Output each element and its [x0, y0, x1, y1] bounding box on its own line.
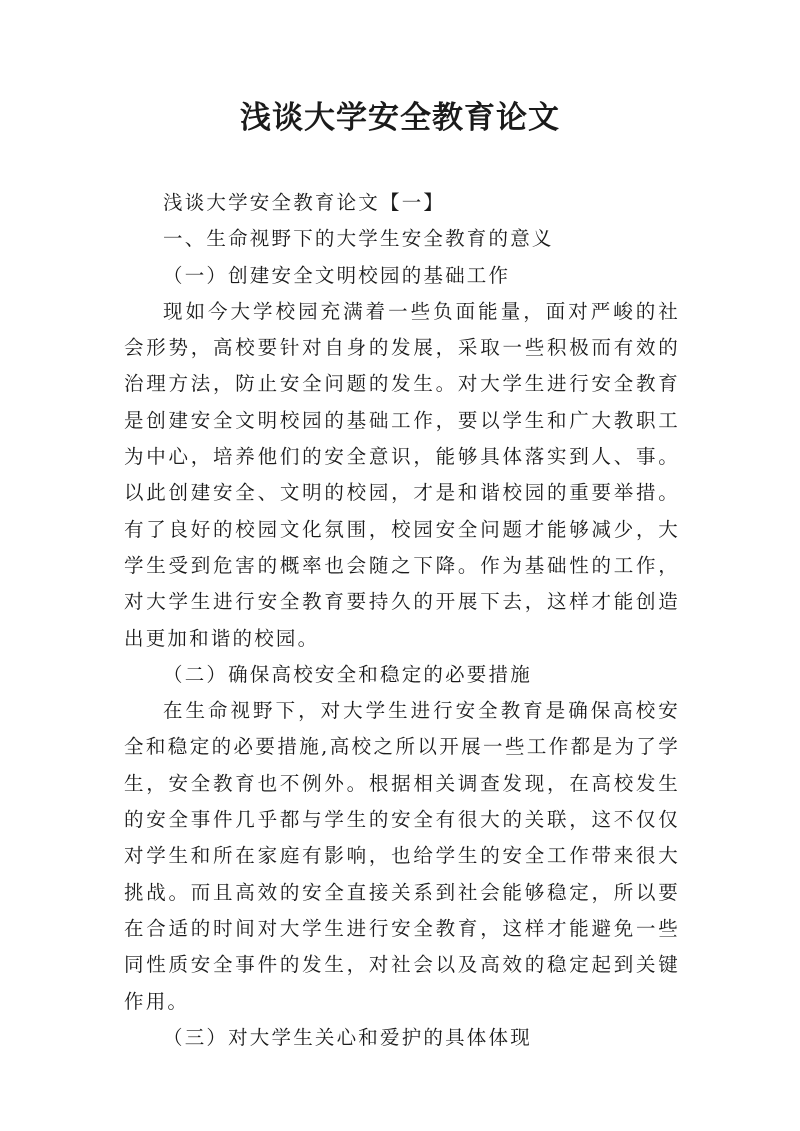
document-title: 浅谈大学安全教育论文 — [240, 100, 560, 136]
section-heading-1: 一、生命视野下的大学生安全教育的意义 — [163, 227, 554, 251]
subsection-heading-2: （二）确保高校安全和稳定的必要措施 — [163, 662, 532, 686]
paper-subtitle: 浅谈大学安全教育论文【一】 — [163, 191, 446, 214]
subsection-heading-3: （三）对大学生关心和爱护的具体体现 — [163, 1025, 532, 1049]
body-paragraph-2: 在生命视野下，对大学生进行安全教育是确保高校安全和稳定的必要措施,高校之所以开展一些工作都是为了学生，安全教育也不例外。根据相关调查发现，在高校发生的安全事件几乎都与学生的安全有很大的关联，这不仅仅对学生和所在家庭有影响，也给学生的安全工作带来很大挑战。而且高效的安全直接关系到社会能够稳定，所以要在合适的时间对大学生进行安全教育，这样才能避免一些同性质安全事件的发生，对社会以及高效的稳定起到关键作用。 — [124, 699, 680, 1013]
document-body — [124, 185, 680, 1056]
body-paragraph-1: 现如今大学校园充满着一些负面能量，面对严峻的社会形势，高校要针对自身的发展，采取一些积极而有效的治理方法，防止安全问题的发生。对大学生进行安全教育是创建安全文明校园的基础工作，要以学生和广大教职工为中心，培养他们的安全意识，能够具体落实到人、事。以此创建安全、文明的校园，才是和谐校园的重要举措。有了良好的校园文化氛围，校园安全问题才能够减少，大学生受到危害的概率也会随之下降。作为基础性的工作，对大学生进行安全教育要持久的开展下去，这样才能创造出更加和谐的校园。 — [124, 299, 680, 650]
subsection-heading-1: （一）创建安全文明校园的基础工作 — [163, 263, 511, 287]
